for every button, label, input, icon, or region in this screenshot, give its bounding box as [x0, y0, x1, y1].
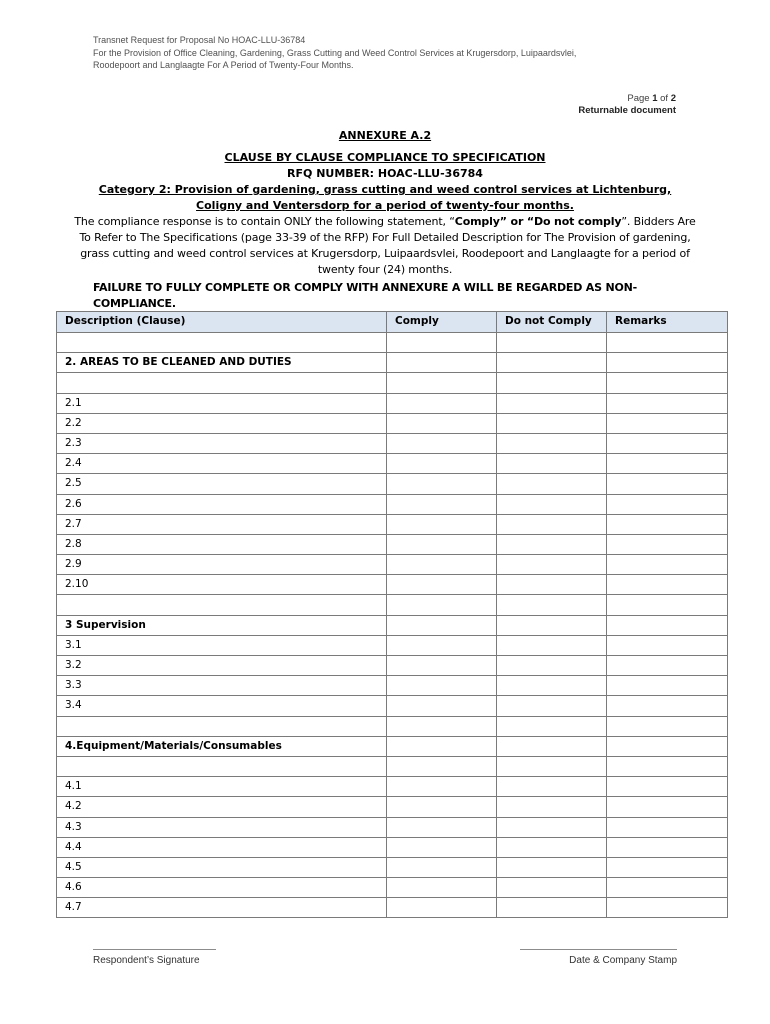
- cell-do-not-comply[interactable]: [497, 837, 607, 857]
- cell-do-not-comply[interactable]: [497, 373, 607, 393]
- cell-comply[interactable]: [387, 797, 497, 817]
- cell-comply[interactable]: [387, 595, 497, 615]
- cell-do-not-comply[interactable]: [497, 878, 607, 898]
- cell-remarks[interactable]: [607, 494, 728, 514]
- cell-comply[interactable]: [387, 656, 497, 676]
- cell-remarks[interactable]: [607, 615, 728, 635]
- table-header-row: [57, 312, 728, 333]
- cell-comply[interactable]: [387, 514, 497, 534]
- header-line-3: Roodepoort and Langlaagte For A Period of Twenty-Four Months.: [93, 60, 354, 70]
- cell-remarks[interactable]: [607, 817, 728, 837]
- cell-remarks[interactable]: [607, 716, 728, 736]
- col-header-do-not-comply: Do not Comply: [497, 312, 607, 333]
- cell-comply[interactable]: [387, 777, 497, 797]
- page-total: 2: [670, 93, 676, 104]
- page-label: Page: [627, 93, 650, 104]
- cell-comply[interactable]: [387, 756, 497, 776]
- cell-comply[interactable]: [387, 635, 497, 655]
- cell-comply[interactable]: [387, 413, 497, 433]
- table-row: [57, 595, 728, 615]
- cell-description: 2.8: [57, 534, 387, 554]
- table-row: [57, 474, 728, 494]
- cell-description: 2.3: [57, 433, 387, 453]
- cell-do-not-comply[interactable]: [497, 353, 607, 373]
- table-row: [57, 494, 728, 514]
- cell-comply[interactable]: [387, 898, 497, 918]
- cell-remarks[interactable]: [607, 857, 728, 877]
- document-type: Returnable document: [578, 105, 676, 116]
- cell-remarks[interactable]: [607, 413, 728, 433]
- cell-description: 3.3: [57, 676, 387, 696]
- table-row: [57, 857, 728, 877]
- cell-description: 2.9: [57, 555, 387, 575]
- cell-description: 4.4: [57, 837, 387, 857]
- table-row: [57, 777, 728, 797]
- cell-do-not-comply[interactable]: [497, 575, 607, 595]
- cell-remarks[interactable]: [607, 777, 728, 797]
- cell-description: 2.2: [57, 413, 387, 433]
- cell-description: 2.10: [57, 575, 387, 595]
- table-row: [57, 837, 728, 857]
- cell-do-not-comply[interactable]: [497, 595, 607, 615]
- of-label: of: [660, 93, 669, 104]
- compliance-instructions: The compliance response is to contain ONLY the following statement, “Comply” or “Do not comply”. Bidders Are To Refer to The Specifications (page 33-39 of the RFP) For Full Detailed Description for The Provision of gardening, grass cutting and weed control services at Krugersdorp, Luipaardsvlei, Roodepoort and Langlaagte for a period of twenty four (24) months.: [74, 215, 696, 276]
- cell-remarks[interactable]: [607, 353, 728, 373]
- cell-remarks[interactable]: [607, 595, 728, 615]
- cell-comply[interactable]: [387, 433, 497, 453]
- cell-comply[interactable]: [387, 676, 497, 696]
- table-row: [57, 635, 728, 655]
- cell-description: 2.5: [57, 474, 387, 494]
- page-num: 1: [652, 93, 658, 104]
- table-row: [57, 514, 728, 534]
- table-row: [57, 656, 728, 676]
- cell-description: 3.1: [57, 635, 387, 655]
- table-row: [57, 615, 728, 635]
- cell-remarks[interactable]: [607, 433, 728, 453]
- cell-remarks[interactable]: [607, 696, 728, 716]
- table-row: [57, 756, 728, 776]
- cell-comply[interactable]: [387, 353, 497, 373]
- cell-do-not-comply[interactable]: [497, 333, 607, 353]
- header-line-2: For the Provision of Office Cleaning, Gardening, Grass Cutting and Weed Control Services at Krugersdorp, Luipaardsvlei,: [93, 47, 577, 58]
- cell-description: 3 Supervision: [57, 615, 387, 635]
- cell-do-not-comply[interactable]: [497, 817, 607, 837]
- cell-comply[interactable]: [387, 555, 497, 575]
- cell-do-not-comply[interactable]: [497, 433, 607, 453]
- clause-title: CLAUSE BY CLAUSE COMPLIANCE TO SPECIFICATION: [224, 151, 546, 164]
- table-row: [57, 817, 728, 837]
- col-header-description: Description (Clause): [57, 312, 387, 333]
- page-number: [578, 93, 676, 105]
- cell-description: 4.7: [57, 898, 387, 918]
- cell-remarks[interactable]: [607, 797, 728, 817]
- cell-remarks[interactable]: [607, 575, 728, 595]
- cell-remarks[interactable]: [607, 756, 728, 776]
- cell-do-not-comply[interactable]: [497, 474, 607, 494]
- table-row: [57, 454, 728, 474]
- cell-description: 4.1: [57, 777, 387, 797]
- cell-do-not-comply[interactable]: [497, 696, 607, 716]
- respondent-signature-label: Respondent’s Signature: [93, 955, 200, 966]
- cell-remarks[interactable]: [607, 333, 728, 353]
- cell-comply[interactable]: [387, 333, 497, 353]
- cell-comply[interactable]: [387, 817, 497, 837]
- table-row: [57, 797, 728, 817]
- cell-description: 3.4: [57, 696, 387, 716]
- cell-remarks[interactable]: [607, 373, 728, 393]
- cell-comply[interactable]: [387, 474, 497, 494]
- cell-remarks[interactable]: [607, 898, 728, 918]
- cell-description: 2.7: [57, 514, 387, 534]
- table-row: [57, 898, 728, 918]
- cell-do-not-comply[interactable]: [497, 534, 607, 554]
- cell-remarks[interactable]: [607, 837, 728, 857]
- cell-comply[interactable]: [387, 615, 497, 635]
- cell-comply[interactable]: [387, 837, 497, 857]
- cell-remarks[interactable]: [607, 454, 728, 474]
- cell-comply[interactable]: [387, 716, 497, 736]
- cell-comply[interactable]: [387, 878, 497, 898]
- cell-do-not-comply[interactable]: [497, 454, 607, 474]
- table-row: [57, 433, 728, 453]
- table-row: [57, 555, 728, 575]
- cell-description: [57, 716, 387, 736]
- cell-comply[interactable]: [387, 393, 497, 413]
- cell-comply[interactable]: [387, 696, 497, 716]
- cell-do-not-comply[interactable]: [497, 898, 607, 918]
- cell-do-not-comply[interactable]: [497, 797, 607, 817]
- cell-description: [57, 333, 387, 353]
- cell-do-not-comply[interactable]: [497, 514, 607, 534]
- page-info: [578, 93, 676, 117]
- table-row: [57, 373, 728, 393]
- cell-description: [57, 756, 387, 776]
- cell-comply[interactable]: [387, 454, 497, 474]
- table-row: [57, 353, 728, 373]
- cell-do-not-comply[interactable]: [497, 615, 607, 635]
- cell-remarks[interactable]: [607, 676, 728, 696]
- cell-do-not-comply[interactable]: [497, 494, 607, 514]
- table-row: [57, 878, 728, 898]
- cell-description: 4.2: [57, 797, 387, 817]
- cell-description: 4.6: [57, 878, 387, 898]
- col-header-remarks: Remarks: [607, 312, 728, 333]
- table-row: [57, 676, 728, 696]
- table-body: [57, 333, 728, 918]
- cell-do-not-comply[interactable]: [497, 635, 607, 655]
- table-row: [57, 736, 728, 756]
- cell-description: 2.1: [57, 393, 387, 413]
- date-company-stamp-label: Date & Company Stamp: [569, 955, 677, 966]
- cell-description: 3.2: [57, 656, 387, 676]
- cell-do-not-comply[interactable]: [497, 756, 607, 776]
- table-row: [57, 716, 728, 736]
- cell-do-not-comply[interactable]: [497, 716, 607, 736]
- cell-remarks[interactable]: [607, 514, 728, 534]
- cell-do-not-comply[interactable]: [497, 656, 607, 676]
- cell-comply[interactable]: [387, 575, 497, 595]
- cell-do-not-comply[interactable]: [497, 777, 607, 797]
- cell-comply[interactable]: [387, 857, 497, 877]
- cell-description: 2.6: [57, 494, 387, 514]
- cell-do-not-comply[interactable]: [497, 676, 607, 696]
- cell-description: 4.5: [57, 857, 387, 877]
- table-row: [57, 575, 728, 595]
- cell-remarks[interactable]: [607, 474, 728, 494]
- table-row: [57, 696, 728, 716]
- document-header: [93, 34, 693, 72]
- header-line-1: Transnet Request for Proposal No HOAC-LLU-36784: [93, 35, 306, 45]
- cell-comply[interactable]: [387, 494, 497, 514]
- cell-comply[interactable]: [387, 736, 497, 756]
- table-row: [57, 333, 728, 353]
- cell-remarks[interactable]: [607, 393, 728, 413]
- cell-comply[interactable]: [387, 373, 497, 393]
- col-header-comply: Comply: [387, 312, 497, 333]
- signature-line: [93, 949, 216, 950]
- cell-remarks[interactable]: [607, 555, 728, 575]
- cell-do-not-comply[interactable]: [497, 555, 607, 575]
- table-row: [57, 413, 728, 433]
- cell-remarks[interactable]: [607, 656, 728, 676]
- cell-comply[interactable]: [387, 534, 497, 554]
- cell-description: 2. AREAS TO BE CLEANED AND DUTIES: [57, 353, 387, 373]
- cell-description: 2.4: [57, 454, 387, 474]
- cell-description: 4.3: [57, 817, 387, 837]
- category-title: Category 2: Provision of gardening, grass cutting and weed control services at Lichtenburg, Coligny and Ventersdorp for a period of twenty-four months.: [98, 183, 672, 212]
- table-row: [57, 534, 728, 554]
- cell-description: 4.Equipment/Materials/Consumables: [57, 736, 387, 756]
- cell-description: [57, 595, 387, 615]
- cell-do-not-comply[interactable]: [497, 413, 607, 433]
- date-stamp-line: [520, 949, 677, 950]
- cell-remarks[interactable]: [607, 534, 728, 554]
- annexure-title: ANNEXURE A.2: [338, 129, 432, 142]
- cell-remarks[interactable]: [607, 736, 728, 756]
- failure-notice: FAILURE TO FULLY COMPLETE OR COMPLY WITH ANNEXURE A WILL BE REGARDED AS NON-COMPLIANCE.: [93, 281, 638, 310]
- cell-remarks[interactable]: [607, 878, 728, 898]
- table-row: [57, 393, 728, 413]
- compliance-table: [56, 311, 728, 918]
- cell-description: [57, 373, 387, 393]
- rfq-number: RFQ NUMBER: HOAC-LLU-36784: [287, 167, 483, 180]
- cell-remarks[interactable]: [607, 635, 728, 655]
- cell-do-not-comply[interactable]: [497, 857, 607, 877]
- cell-do-not-comply[interactable]: [497, 736, 607, 756]
- cell-do-not-comply[interactable]: [497, 393, 607, 413]
